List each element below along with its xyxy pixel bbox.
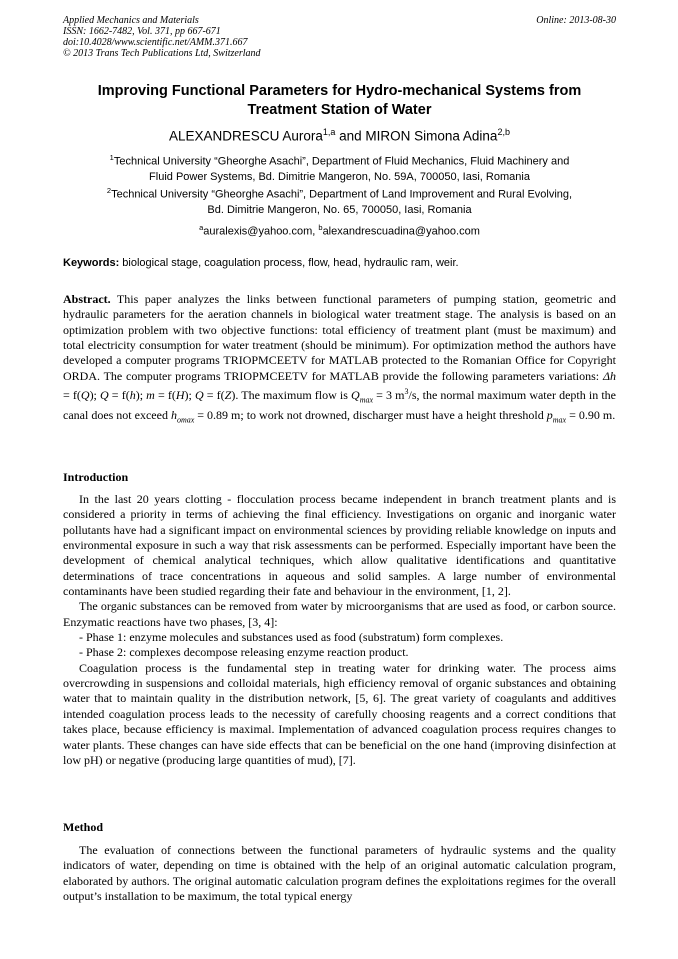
phase-1-item: - Phase 1: enzyme molecules and substances used as food (substratum) form complexes. <box>79 630 504 645</box>
abstract-text: = f( <box>63 388 81 403</box>
journal-header <box>63 15 616 59</box>
abstract-var: h <box>129 388 136 403</box>
affiliation-2 <box>63 183 616 218</box>
paper-title: Improving Functional Parameters for Hydro-mechanical Systems from Treatment Station of Water <box>97 83 582 118</box>
introduction-paragraph-2: The organic substances can be removed from water by microorganisms that are used as food, or carbon source. Enzymatic reactions have two phases, [3, 4]: <box>63 599 616 629</box>
affiliation-1-line-2: Fluid Power Systems, Bd. Dimitrie Mangeron, No. 59A, 700050, Iasi, Romania <box>149 170 530 183</box>
introduction-paragraph-1: In the last 20 years clotting - flocculation process became independent in branch treatment plants and is considered a priority in terms of achieving the final efficiency. Investigations on organic and inorganic water pollutants have had a significant impact on environmental sciences by providing reliable knowledge on inputs and environmental exposure in such a way that risk assessments can be performed. Especially important have been the development of chemical analytical techniques, which allow qualitative identifications and quantitative determinations of trace concentrations in aqueous and solid samples. A large number of environmental contaminants have been studied regarding their fate and behaviour in the environment, [1, 2]. <box>63 492 616 599</box>
abstract-text: = 3 m <box>373 388 405 403</box>
method-body <box>63 843 616 904</box>
email-b[interactable]: alexandrescuadina@yahoo.com <box>322 225 480 238</box>
affiliation-1 <box>63 150 616 185</box>
abstract-text: /s, the normal maximum water depth in the canal does not exceed <box>63 388 616 422</box>
abstract-var: Z <box>224 388 232 403</box>
email-a-sup: a <box>199 223 204 232</box>
author-2: MIRON Simona Adina <box>365 128 498 144</box>
abstract-var: Δh <box>602 368 616 383</box>
introduction-body <box>63 492 616 768</box>
email-separator: , <box>312 225 319 238</box>
email-a[interactable]: auralexis@yahoo.com <box>203 225 313 238</box>
keywords <box>63 256 616 271</box>
abstract-var: Q <box>351 388 360 403</box>
abstract-var: h <box>170 407 177 422</box>
author-line <box>63 124 616 145</box>
abstract-sub: omax <box>176 415 195 425</box>
abstract-var: m <box>146 388 155 403</box>
abstract-label: Abstract. <box>63 292 111 306</box>
abstract-sup: 3 <box>404 387 409 397</box>
affiliation-2-sup: 2 <box>106 186 112 195</box>
abstract-text: = f( <box>154 388 176 403</box>
affiliation-1-line-1: Technical University “Gheorghe Asachi”, Department of Fluid Mechanics, Fluid Machinery and <box>113 155 570 168</box>
affiliation-2-line-2: Bd. Dimitrie Mangeron, No. 65, 700050, Iasi, Romania <box>207 203 472 216</box>
abstract-text: ). The maximum flow is <box>231 388 352 403</box>
copyright-line: © 2013 Trans Tech Publications Ltd, Switzerland <box>63 48 261 59</box>
abstract-var: Q <box>100 388 109 403</box>
doi-line: doi:10.4028/www.scientific.net/AMM.371.667 <box>63 37 248 48</box>
abstract <box>63 292 616 428</box>
abstract-var: H <box>175 388 185 403</box>
phase-2-item: - Phase 2: complexes decompose releasing enzyme reaction product. <box>79 645 409 660</box>
abstract-var: p <box>546 407 553 422</box>
abstract-sub: max <box>552 415 567 425</box>
method-heading: Method <box>63 820 103 834</box>
author-1-sup: 1,a <box>322 127 336 137</box>
affiliation-1-sup: 1 <box>109 153 114 162</box>
abstract-text: = 0.89 m; to work not drowned, discharger must have a height threshold <box>194 407 547 422</box>
abstract-text-1: This paper analyzes the links between functional parameters of pumping station, geometric and hydraulic parameters for the aeration channels in biological water treatment stage. The analysis is based on an optimization problem with two objective functions: total efficiency of treatment plant (must be maximum) and total electricity consumption for water treatment (should be minimum). For optimization method the authors have developed a computer programs TRIOPMCEETV for MATLAB protected to the Romanian Office for Copyright ORDA. The computer programs TRIOPMCEETV for MATLAB provide the following parameters variations: <box>63 292 616 383</box>
abstract-text: = 0.90 m. <box>566 407 616 422</box>
keywords-label: Keywords: <box>63 257 120 269</box>
abstract-sub: max <box>359 395 374 405</box>
journal-name: Applied Mechanics and Materials <box>63 15 199 26</box>
author-1: ALEXANDRESCU Aurora <box>169 128 323 144</box>
abstract-text: ); <box>184 388 195 403</box>
online-date: Online: 2013-08-30 <box>536 15 616 26</box>
author-2-sup: 2,b <box>497 127 510 137</box>
introduction-paragraph-3: Coagulation process is the fundamental step in treating water for drinking water. The process aims overcrowding in suspensions and colloidal materials, high efficiency removal of organic substances and obtaining water that to maintain quality in the distribution network, [5, 6]. The great variety of coagulants and additives intended coagulation process leads to the necessity of carefully choosing reagents and a correct conditions that takes place, because efficiency is maximal. Implementation of advanced coagulation process requires changes to water plants. These changes can have side effects that can be beneficial on the one hand (improving disinfection at low pH) or negative (producing large quantities of mud), [7]. <box>63 660 616 767</box>
email-b-sup: b <box>318 223 323 232</box>
abstract-var: Q <box>194 388 204 403</box>
keywords-text: biological stage, coagulation process, flow, head, hydraulic ram, weir. <box>119 257 459 269</box>
abstract-text: ); <box>89 388 101 403</box>
author-connector: and <box>335 128 366 144</box>
abstract-var: Q <box>80 388 90 403</box>
abstract-text: = f( <box>108 388 130 403</box>
abstract-text: ); <box>135 388 147 403</box>
issn-line: ISSN: 1662-7482, Vol. 371, pp 667-671 <box>63 26 221 37</box>
email-line <box>63 220 616 240</box>
introduction-heading: Introduction <box>63 470 129 484</box>
method-paragraph-1: The evaluation of connections between the functional parameters of hydraulic systems and the quality indicators of water, depending on time is obtained with the help of an original automatic calculation program, elaborated by authors. The original automatic calculation program defines the exploitations regimes for the overall output’s installation to be maximum, the total typical energy <box>63 843 616 904</box>
affiliation-2-line-1: Technical University “Gheorghe Asachi”, Department of Land Improvement and Rural Evolving, <box>111 188 573 201</box>
abstract-text: = f( <box>203 388 225 403</box>
